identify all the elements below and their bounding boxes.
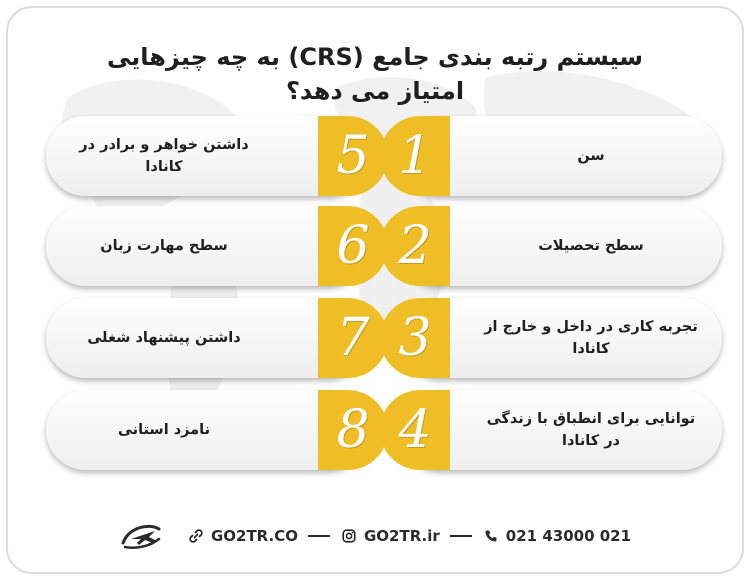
- instagram-icon: [340, 527, 358, 545]
- number-badge: 1: [380, 116, 450, 196]
- list-item-label: سطح مهارت زبان: [100, 238, 228, 254]
- footer-divider: [308, 535, 330, 537]
- instagram-link[interactable]: [340, 527, 440, 545]
- website-text: GO2TR.CO: [210, 527, 298, 545]
- list-item-label: توانایی برای انطباق با زندگی در کانادا: [486, 411, 696, 449]
- infographic-card: [6, 6, 744, 574]
- number-badge: 6: [318, 206, 388, 286]
- phone-text: 021 43000 021: [505, 527, 632, 545]
- list-item-label: تجربه کاری در داخل و خارج از کانادا: [484, 319, 698, 357]
- number-badge: 5: [318, 116, 388, 196]
- number-badge: 8: [318, 390, 388, 470]
- footer-contact-bar: [8, 516, 742, 556]
- number-badge: 7: [318, 298, 388, 378]
- list-item-label: سطح تحصیلات: [538, 238, 644, 254]
- website-link[interactable]: [187, 527, 298, 545]
- link-icon: [187, 527, 205, 545]
- phone-icon: [482, 527, 500, 545]
- title-line-2: امتیاز می دهد؟: [285, 77, 465, 105]
- footer-divider: [450, 535, 472, 537]
- airplane-swoosh-logo: [119, 521, 163, 551]
- list-item-label: داشتن خواهر و برادر در کانادا: [79, 137, 249, 175]
- page-title: [8, 40, 742, 108]
- list-item-label: داشتن پیشنهاد شغلی: [87, 330, 241, 346]
- instagram-text: GO2TR.ir: [363, 527, 440, 545]
- list-item-label: نامزد استانی: [117, 422, 211, 438]
- phone-link[interactable]: [482, 527, 631, 545]
- number-badge: 3: [380, 298, 450, 378]
- number-badge: 2: [380, 206, 450, 286]
- number-badge: 4: [380, 390, 450, 470]
- title-line-1: سیستم رتبه بندی جامع (CRS) به چه چیزهایی: [106, 43, 644, 71]
- list-item-label: سن: [577, 148, 605, 164]
